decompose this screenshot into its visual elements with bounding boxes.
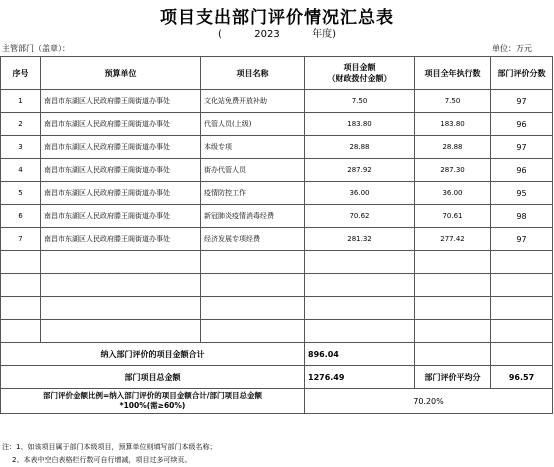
row-amount: 7.50 [305, 90, 415, 113]
ratio-label-line2: *100%(需≥60%) [119, 401, 186, 410]
row-project: 街办代管人员 [201, 159, 305, 182]
blank-cell [41, 251, 201, 274]
note-2: 2、本表中空白表格栏行数可自行增减，项目过多可续页。 [12, 456, 192, 464]
row-project: 本级专项 [201, 136, 305, 159]
ratio-label-line1: 部门评价金额比例=纳入部门评价的项目金额合计/部门项目总金额 [42, 391, 263, 400]
blank-cell [201, 251, 305, 274]
table-row [1, 159, 553, 182]
table-row [1, 90, 553, 113]
row-unit: 南昌市东湖区人民政府滕王阁街道办事处 [41, 136, 201, 159]
blank-cell [1, 320, 41, 343]
ratio-value: 70.20% [305, 389, 553, 414]
row-score: 97 [491, 90, 553, 113]
row-unit: 南昌市东湖区人民政府滕王阁街道办事处 [41, 90, 201, 113]
row-number: 4 [1, 159, 41, 182]
blank-cell [415, 274, 491, 297]
row-executed: 70.61 [415, 205, 491, 228]
row-project: 经济发展专项经费 [201, 228, 305, 251]
total-value: 1276.49 [305, 366, 415, 389]
row-amount: 70.62 [305, 205, 415, 228]
summary-row-ratio [1, 389, 553, 414]
avg-value: 96.57 [491, 366, 553, 389]
row-executed: 277.42 [415, 228, 491, 251]
blank-cell [491, 274, 553, 297]
row-project: 疫情防控工作 [201, 182, 305, 205]
row-project: 代管人员(上级) [201, 113, 305, 136]
avg-label: 部门评价平均分 [415, 366, 491, 389]
row-amount: 36.00 [305, 182, 415, 205]
page-title: 项目支出部门评价情况汇总表 [160, 8, 394, 28]
row-unit: 南昌市东湖区人民政府滕王阁街道办事处 [41, 113, 201, 136]
blank-cell [41, 297, 201, 320]
col-header-amount-line1: 项目金额 [343, 63, 376, 72]
blank-row [1, 297, 553, 320]
row-unit: 南昌市东湖区人民政府滕王阁街道办事处 [41, 159, 201, 182]
row-unit: 南昌市东湖区人民政府滕王阁街道办事处 [41, 205, 201, 228]
col-header-amount [305, 57, 415, 90]
row-score: 97 [491, 136, 553, 159]
blank-cell [41, 274, 201, 297]
summary-row-included [1, 343, 553, 366]
row-number: 6 [1, 205, 41, 228]
blank-cell [305, 251, 415, 274]
year-value: 2023 [254, 29, 280, 40]
blank-cell [491, 320, 553, 343]
row-number: 1 [1, 90, 41, 113]
row-amount: 281.32 [305, 228, 415, 251]
row-number: 7 [1, 228, 41, 251]
table-row [1, 182, 553, 205]
blank-cell [305, 274, 415, 297]
note-1: 注：1、如该项目属于部门本级项目，预算单位则填写部门本级名称； [2, 443, 217, 451]
row-executed: 7.50 [415, 90, 491, 113]
dept-label: 主管部门（盖章）： [2, 44, 70, 53]
col-header-unit: 预算单位 [41, 57, 201, 90]
row-executed: 36.00 [415, 182, 491, 205]
blank-row [1, 274, 553, 297]
total-label: 部门项目总金额 [1, 366, 305, 389]
row-unit: 南昌市东湖区人民政府滕王阁街道办事处 [41, 182, 201, 205]
summary-row-total [1, 366, 553, 389]
blank-cell [305, 297, 415, 320]
header-row [1, 57, 553, 90]
blank-row [1, 320, 553, 343]
row-score: 96 [491, 113, 553, 136]
included-label: 纳入部门评价的项目金额合计 [1, 343, 305, 366]
row-executed: 287.30 [415, 159, 491, 182]
included-value: 896.04 [305, 343, 415, 366]
row-project: 文化站免费开放补助 [201, 90, 305, 113]
blank-cell [415, 251, 491, 274]
blank-cell [1, 274, 41, 297]
table-row [1, 205, 553, 228]
year-suffix: 年度) [312, 29, 336, 40]
blank-cell [415, 320, 491, 343]
row-number: 2 [1, 113, 41, 136]
blank-cell [201, 297, 305, 320]
table-row [1, 136, 553, 159]
col-header-amount-line2: （财政拨付金额） [327, 74, 392, 83]
blank-cell [305, 320, 415, 343]
unit-label: 单位：万元 [492, 44, 532, 53]
col-header-no: 序号 [1, 57, 41, 90]
blank-cell [415, 297, 491, 320]
blank-cell [1, 251, 41, 274]
col-header-project: 项目名称 [201, 57, 305, 90]
row-executed: 183.80 [415, 113, 491, 136]
row-score: 97 [491, 228, 553, 251]
blank-cell [491, 251, 553, 274]
year-line [0, 25, 554, 40]
year-prefix: ( [217, 29, 222, 40]
col-header-score: 部门评价分数 [491, 57, 553, 90]
row-amount: 183.80 [305, 113, 415, 136]
blank-row [1, 251, 553, 274]
row-unit: 南昌市东湖区人民政府滕王阁街道办事处 [41, 228, 201, 251]
row-amount: 287.92 [305, 159, 415, 182]
row-score: 96 [491, 159, 553, 182]
row-amount: 28.88 [305, 136, 415, 159]
summary-table [0, 56, 553, 414]
blank-cell [491, 297, 553, 320]
row-project: 新冠肺炎疫情消毒经费 [201, 205, 305, 228]
row-score: 98 [491, 205, 553, 228]
ratio-label [1, 389, 305, 414]
col-header-executed: 项目全年执行数 [415, 57, 491, 90]
table-row [1, 228, 553, 251]
blank-cell [201, 320, 305, 343]
row-number: 3 [1, 136, 41, 159]
row-executed: 28.88 [415, 136, 491, 159]
blank-cell [41, 320, 201, 343]
blank-cell [201, 274, 305, 297]
row-score: 95 [491, 182, 553, 205]
blank-cell [1, 297, 41, 320]
row-number: 5 [1, 182, 41, 205]
table-row [1, 113, 553, 136]
